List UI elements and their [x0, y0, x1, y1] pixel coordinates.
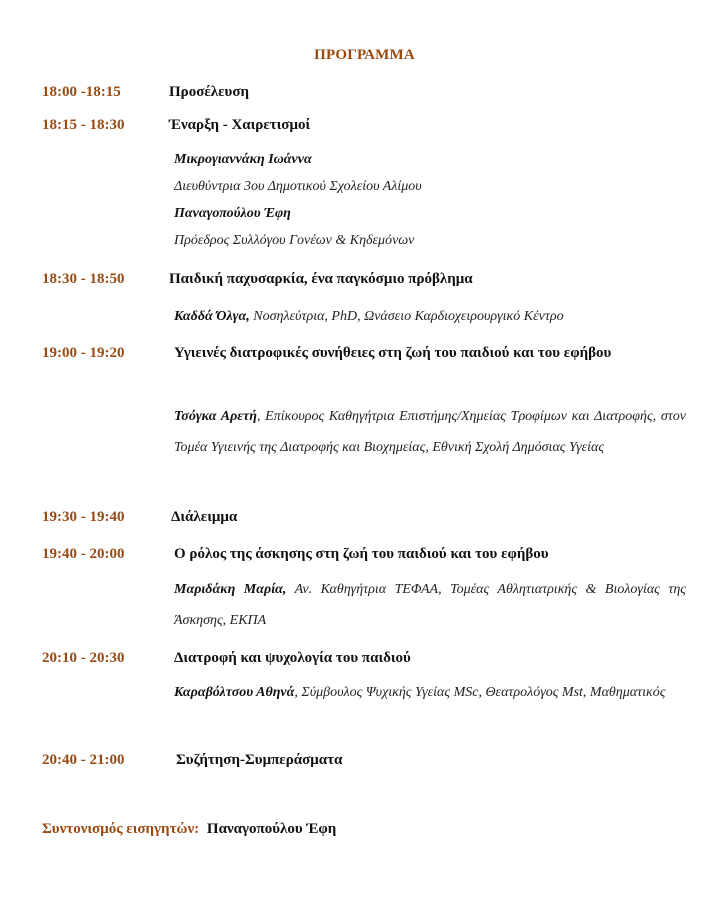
speaker-role: Αν. Καθηγήτρια ΤΕΦΑΑ, Τομέας Αθλητιατρικής & Βιολογίας της Άσκησης, ΕΚΠΑ	[174, 582, 686, 628]
coordination-label: Συντονισμός εισηγητών:	[42, 821, 200, 837]
time-slot: 19:00 - 19:20	[42, 345, 125, 361]
speaker-name: Μαριδάκη Μαρία,	[174, 582, 287, 597]
speaker	[174, 677, 686, 708]
topic: Προσέλευση	[169, 84, 250, 100]
topic: Διατροφή και ψυχολογία του παιδιού	[174, 650, 411, 666]
topic: Έναρξη - Χαιρετισμοί	[169, 117, 311, 133]
time-slot: 18:00 -18:15	[42, 84, 121, 100]
time-slot: 19:30 - 19:40	[42, 509, 125, 525]
coordination	[42, 821, 336, 838]
page-title: ΠΡΟΓΡΑΜΜΑ	[314, 47, 415, 63]
speaker-name: Καραβόλτσου Αθηνά	[174, 685, 295, 700]
topic: Διάλειμμα	[171, 509, 238, 525]
speaker	[174, 574, 686, 636]
time-slot: 20:40 - 21:00	[42, 752, 125, 768]
speaker-name: Παναγοπούλου Έφη	[174, 206, 291, 221]
speaker-role: , Σύμβουλος Ψυχικής Υγείας MSc, Θεατρολόγος Mst, Μαθηματικός	[294, 685, 666, 700]
speaker-role: , Επίκουρος Καθηγήτρια Επιστήμης/Χημείας Τροφίμων και Διατροφής, στον Τομέα Υγιεινής της Διατροφής και Βιοχημείας, Εθνική Σχολή Δημόσιας Υγείας	[174, 409, 686, 455]
speaker-name: Τσόγκα Αρετή	[174, 409, 257, 424]
time-slot: 18:30 - 18:50	[42, 271, 125, 287]
topic: Ο ρόλος της άσκησης στη ζωή του παιδιού και του εφήβου	[174, 546, 549, 562]
speaker-name: Καδδά Όλγα,	[174, 309, 250, 324]
speaker-role: Διευθύντρια 3ου Δημοτικού Σχολείου Αλίμου	[174, 179, 422, 194]
speaker-role: Νοσηλεύτρια, PhD, Ωνάσειο Καρδιοχειρουργικό Κέντρο	[253, 309, 564, 324]
speaker	[174, 304, 564, 330]
time-slot: 19:40 - 20:00	[42, 546, 125, 562]
time-slot: 18:15 - 18:30	[42, 117, 125, 133]
time-slot: 20:10 - 20:30	[42, 650, 125, 666]
coordination-value: Παναγοπούλου Έφη	[206, 821, 337, 837]
speaker-name: Μικρογιαννάκη Ιωάννα	[174, 152, 312, 167]
topic: Υγιεινές διατροφικές συνήθειες στη ζωή του παιδιού και του εφήβου	[174, 345, 612, 361]
topic: Συζήτηση-Συμπεράσματα	[176, 752, 343, 768]
speaker-role: Πρόεδρος Συλλόγου Γονέων & Κηδεμόνων	[174, 233, 415, 248]
topic: Παιδική παχυσαρκία, ένα παγκόσμιο πρόβλημα	[169, 271, 473, 287]
speaker	[174, 401, 686, 463]
